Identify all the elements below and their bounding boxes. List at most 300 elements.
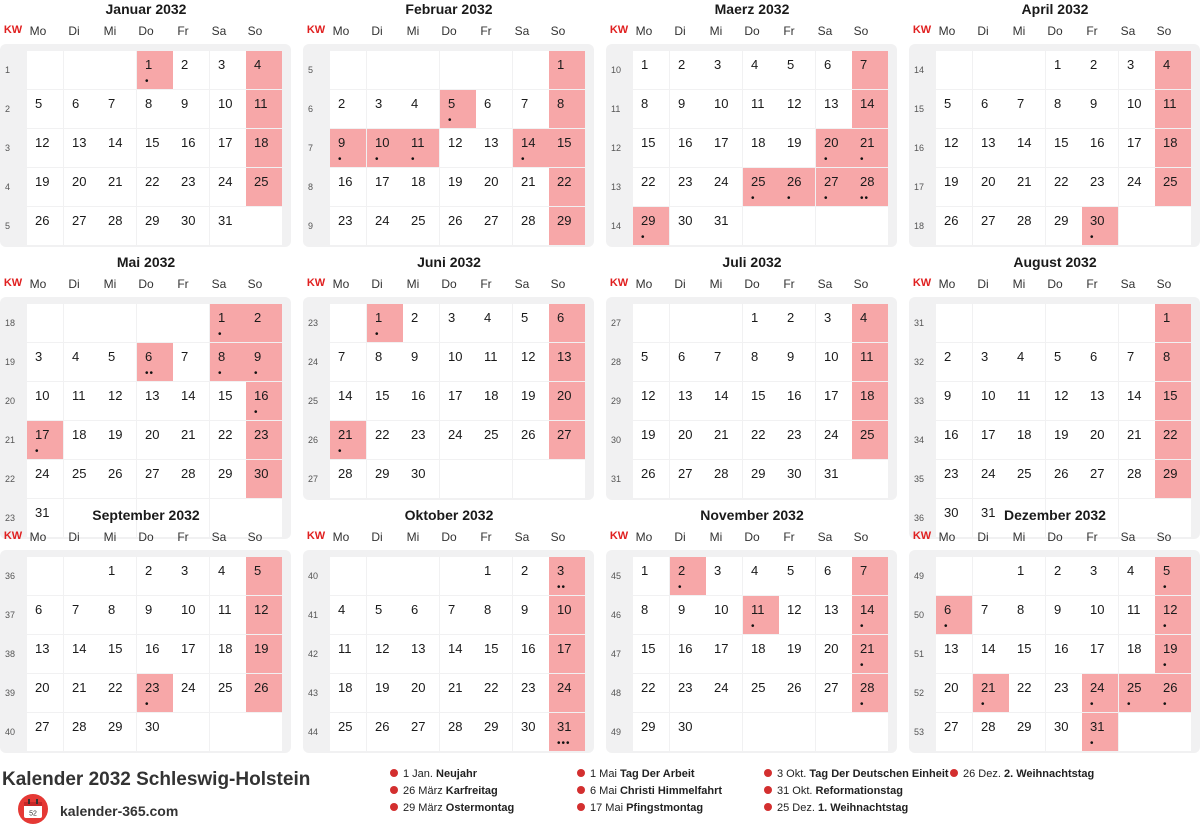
day-cell[interactable] <box>137 51 173 89</box>
day-cell[interactable] <box>137 421 173 459</box>
day-cell[interactable] <box>64 674 100 712</box>
day-cell[interactable] <box>973 207 1009 245</box>
day-cell[interactable] <box>1082 596 1118 634</box>
day-cell[interactable] <box>549 343 585 381</box>
day-cell[interactable] <box>173 557 209 595</box>
day-cell[interactable] <box>743 90 779 128</box>
day-cell[interactable] <box>173 674 209 712</box>
day-cell[interactable] <box>706 168 742 206</box>
day-cell[interactable] <box>816 635 852 673</box>
day-cell[interactable] <box>64 596 100 634</box>
day-cell[interactable] <box>64 382 100 420</box>
day-cell[interactable] <box>246 460 282 498</box>
day-cell[interactable] <box>816 343 852 381</box>
day-cell[interactable] <box>743 421 779 459</box>
day-cell[interactable] <box>1009 557 1045 595</box>
day-cell[interactable] <box>513 304 549 342</box>
day-cell[interactable] <box>403 674 439 712</box>
day-cell[interactable] <box>403 304 439 342</box>
day-cell[interactable] <box>670 90 706 128</box>
day-cell[interactable] <box>670 207 706 245</box>
day-cell[interactable] <box>513 674 549 712</box>
day-cell[interactable] <box>210 421 246 459</box>
day-cell[interactable] <box>27 674 63 712</box>
day-cell[interactable] <box>1046 207 1082 245</box>
day-cell[interactable] <box>1082 421 1118 459</box>
day-cell[interactable] <box>137 207 173 245</box>
day-cell[interactable] <box>513 635 549 673</box>
day-cell[interactable] <box>1082 557 1118 595</box>
day-cell[interactable] <box>816 51 852 89</box>
day-cell[interactable] <box>367 674 403 712</box>
day-cell[interactable] <box>173 90 209 128</box>
day-cell[interactable] <box>936 207 972 245</box>
day-cell[interactable] <box>1119 421 1155 459</box>
day-cell[interactable] <box>246 304 282 342</box>
day-cell[interactable] <box>706 596 742 634</box>
day-cell[interactable] <box>100 382 136 420</box>
day-cell[interactable] <box>973 168 1009 206</box>
day-cell[interactable] <box>743 382 779 420</box>
day-cell[interactable] <box>852 421 888 459</box>
day-cell[interactable] <box>936 343 972 381</box>
day-cell[interactable] <box>936 421 972 459</box>
day-cell[interactable] <box>973 635 1009 673</box>
day-cell[interactable] <box>210 304 246 342</box>
day-cell[interactable] <box>173 51 209 89</box>
day-cell[interactable] <box>403 343 439 381</box>
day-cell[interactable] <box>367 713 403 751</box>
day-cell[interactable] <box>1009 713 1045 751</box>
day-cell[interactable] <box>549 674 585 712</box>
day-cell[interactable] <box>1009 460 1045 498</box>
day-cell[interactable] <box>27 635 63 673</box>
day-cell[interactable] <box>1082 90 1118 128</box>
day-cell[interactable] <box>64 343 100 381</box>
day-cell[interactable] <box>1082 713 1118 751</box>
day-cell[interactable] <box>27 129 63 167</box>
day-cell[interactable] <box>1082 343 1118 381</box>
day-cell[interactable] <box>1046 674 1082 712</box>
day-cell[interactable] <box>403 129 439 167</box>
day-cell[interactable] <box>706 207 742 245</box>
day-cell[interactable] <box>64 421 100 459</box>
day-cell[interactable] <box>440 635 476 673</box>
day-cell[interactable] <box>549 635 585 673</box>
day-cell[interactable] <box>1155 557 1191 595</box>
day-cell[interactable] <box>210 382 246 420</box>
day-cell[interactable] <box>513 343 549 381</box>
day-cell[interactable] <box>476 129 512 167</box>
day-cell[interactable] <box>1046 51 1082 89</box>
day-cell[interactable] <box>1046 382 1082 420</box>
day-cell[interactable] <box>330 674 366 712</box>
day-cell[interactable] <box>367 304 403 342</box>
day-cell[interactable] <box>633 713 669 751</box>
day-cell[interactable] <box>549 557 585 595</box>
day-cell[interactable] <box>670 674 706 712</box>
day-cell[interactable] <box>670 382 706 420</box>
site-link[interactable]: kalender-365.com <box>60 803 179 819</box>
day-cell[interactable] <box>64 168 100 206</box>
day-cell[interactable] <box>1119 168 1155 206</box>
day-cell[interactable] <box>367 90 403 128</box>
day-cell[interactable] <box>1155 382 1191 420</box>
day-cell[interactable] <box>513 129 549 167</box>
day-cell[interactable] <box>706 129 742 167</box>
day-cell[interactable] <box>27 90 63 128</box>
day-cell[interactable] <box>440 129 476 167</box>
day-cell[interactable] <box>1082 129 1118 167</box>
day-cell[interactable] <box>403 460 439 498</box>
day-cell[interactable] <box>210 90 246 128</box>
day-cell[interactable] <box>936 129 972 167</box>
day-cell[interactable] <box>670 343 706 381</box>
day-cell[interactable] <box>367 460 403 498</box>
day-cell[interactable] <box>549 421 585 459</box>
day-cell[interactable] <box>246 343 282 381</box>
day-cell[interactable] <box>1046 557 1082 595</box>
day-cell[interactable] <box>1009 382 1045 420</box>
day-cell[interactable] <box>210 674 246 712</box>
day-cell[interactable] <box>100 129 136 167</box>
day-cell[interactable] <box>633 382 669 420</box>
day-cell[interactable] <box>1009 343 1045 381</box>
day-cell[interactable] <box>670 129 706 167</box>
day-cell[interactable] <box>440 713 476 751</box>
day-cell[interactable] <box>816 129 852 167</box>
day-cell[interactable] <box>64 635 100 673</box>
day-cell[interactable] <box>779 304 815 342</box>
day-cell[interactable] <box>1155 460 1191 498</box>
day-cell[interactable] <box>137 382 173 420</box>
day-cell[interactable] <box>100 460 136 498</box>
day-cell[interactable] <box>440 674 476 712</box>
day-cell[interactable] <box>706 635 742 673</box>
day-cell[interactable] <box>403 382 439 420</box>
day-cell[interactable] <box>513 168 549 206</box>
day-cell[interactable] <box>936 635 972 673</box>
day-cell[interactable] <box>173 129 209 167</box>
day-cell[interactable] <box>670 51 706 89</box>
day-cell[interactable] <box>367 129 403 167</box>
day-cell[interactable] <box>743 460 779 498</box>
day-cell[interactable] <box>852 674 888 712</box>
day-cell[interactable] <box>816 460 852 498</box>
day-cell[interactable] <box>1046 168 1082 206</box>
day-cell[interactable] <box>330 129 366 167</box>
day-cell[interactable] <box>1046 421 1082 459</box>
day-cell[interactable] <box>1046 343 1082 381</box>
day-cell[interactable] <box>476 421 512 459</box>
day-cell[interactable] <box>476 168 512 206</box>
day-cell[interactable] <box>137 168 173 206</box>
day-cell[interactable] <box>210 343 246 381</box>
day-cell[interactable] <box>1119 557 1155 595</box>
day-cell[interactable] <box>476 207 512 245</box>
day-cell[interactable] <box>403 90 439 128</box>
day-cell[interactable] <box>743 304 779 342</box>
day-cell[interactable] <box>1046 713 1082 751</box>
day-cell[interactable] <box>137 460 173 498</box>
day-cell[interactable] <box>440 421 476 459</box>
day-cell[interactable] <box>100 421 136 459</box>
day-cell[interactable] <box>403 713 439 751</box>
day-cell[interactable] <box>440 343 476 381</box>
day-cell[interactable] <box>173 635 209 673</box>
day-cell[interactable] <box>100 674 136 712</box>
day-cell[interactable] <box>743 343 779 381</box>
day-cell[interactable] <box>779 382 815 420</box>
day-cell[interactable] <box>706 421 742 459</box>
day-cell[interactable] <box>852 635 888 673</box>
day-cell[interactable] <box>64 460 100 498</box>
day-cell[interactable] <box>779 596 815 634</box>
day-cell[interactable] <box>936 90 972 128</box>
day-cell[interactable] <box>100 557 136 595</box>
day-cell[interactable] <box>330 635 366 673</box>
day-cell[interactable] <box>367 207 403 245</box>
day-cell[interactable] <box>1009 207 1045 245</box>
day-cell[interactable] <box>633 674 669 712</box>
day-cell[interactable] <box>816 90 852 128</box>
day-cell[interactable] <box>367 596 403 634</box>
day-cell[interactable] <box>816 557 852 595</box>
day-cell[interactable] <box>633 421 669 459</box>
day-cell[interactable] <box>403 596 439 634</box>
day-cell[interactable] <box>27 207 63 245</box>
day-cell[interactable] <box>936 596 972 634</box>
day-cell[interactable] <box>1046 460 1082 498</box>
day-cell[interactable] <box>1046 596 1082 634</box>
day-cell[interactable] <box>852 304 888 342</box>
day-cell[interactable] <box>1009 168 1045 206</box>
day-cell[interactable] <box>549 382 585 420</box>
day-cell[interactable] <box>973 129 1009 167</box>
day-cell[interactable] <box>936 674 972 712</box>
day-cell[interactable] <box>246 129 282 167</box>
day-cell[interactable] <box>633 557 669 595</box>
day-cell[interactable] <box>476 382 512 420</box>
day-cell[interactable] <box>330 382 366 420</box>
day-cell[interactable] <box>852 596 888 634</box>
day-cell[interactable] <box>210 168 246 206</box>
day-cell[interactable] <box>330 207 366 245</box>
day-cell[interactable] <box>1155 90 1191 128</box>
day-cell[interactable] <box>779 168 815 206</box>
day-cell[interactable] <box>973 343 1009 381</box>
day-cell[interactable] <box>27 168 63 206</box>
day-cell[interactable] <box>936 382 972 420</box>
day-cell[interactable] <box>670 713 706 751</box>
day-cell[interactable] <box>1082 635 1118 673</box>
day-cell[interactable] <box>549 168 585 206</box>
day-cell[interactable] <box>476 304 512 342</box>
day-cell[interactable] <box>779 129 815 167</box>
day-cell[interactable] <box>137 557 173 595</box>
day-cell[interactable] <box>816 304 852 342</box>
day-cell[interactable] <box>1119 460 1155 498</box>
day-cell[interactable] <box>852 51 888 89</box>
day-cell[interactable] <box>779 421 815 459</box>
day-cell[interactable] <box>1155 421 1191 459</box>
day-cell[interactable] <box>246 90 282 128</box>
day-cell[interactable] <box>137 674 173 712</box>
day-cell[interactable] <box>1082 168 1118 206</box>
day-cell[interactable] <box>816 382 852 420</box>
day-cell[interactable] <box>137 343 173 381</box>
day-cell[interactable] <box>1119 343 1155 381</box>
day-cell[interactable] <box>706 90 742 128</box>
day-cell[interactable] <box>633 460 669 498</box>
day-cell[interactable] <box>549 51 585 89</box>
day-cell[interactable] <box>779 343 815 381</box>
day-cell[interactable] <box>633 635 669 673</box>
day-cell[interactable] <box>367 382 403 420</box>
day-cell[interactable] <box>706 460 742 498</box>
day-cell[interactable] <box>330 90 366 128</box>
day-cell[interactable] <box>100 596 136 634</box>
day-cell[interactable] <box>330 460 366 498</box>
day-cell[interactable] <box>973 460 1009 498</box>
day-cell[interactable] <box>64 90 100 128</box>
day-cell[interactable] <box>633 51 669 89</box>
day-cell[interactable] <box>403 635 439 673</box>
day-cell[interactable] <box>706 674 742 712</box>
day-cell[interactable] <box>64 713 100 751</box>
day-cell[interactable] <box>513 90 549 128</box>
day-cell[interactable] <box>330 713 366 751</box>
day-cell[interactable] <box>1082 674 1118 712</box>
day-cell[interactable] <box>513 382 549 420</box>
day-cell[interactable] <box>779 557 815 595</box>
day-cell[interactable] <box>476 635 512 673</box>
day-cell[interactable] <box>633 168 669 206</box>
day-cell[interactable] <box>1082 382 1118 420</box>
day-cell[interactable] <box>27 596 63 634</box>
day-cell[interactable] <box>779 635 815 673</box>
day-cell[interactable] <box>1082 460 1118 498</box>
day-cell[interactable] <box>403 207 439 245</box>
day-cell[interactable] <box>1046 129 1082 167</box>
day-cell[interactable] <box>27 382 63 420</box>
day-cell[interactable] <box>100 713 136 751</box>
day-cell[interactable] <box>367 168 403 206</box>
day-cell[interactable] <box>779 90 815 128</box>
day-cell[interactable] <box>633 343 669 381</box>
day-cell[interactable] <box>973 674 1009 712</box>
day-cell[interactable] <box>210 596 246 634</box>
day-cell[interactable] <box>816 596 852 634</box>
day-cell[interactable] <box>64 129 100 167</box>
day-cell[interactable] <box>549 207 585 245</box>
day-cell[interactable] <box>367 343 403 381</box>
day-cell[interactable] <box>1046 635 1082 673</box>
day-cell[interactable] <box>852 343 888 381</box>
day-cell[interactable] <box>64 207 100 245</box>
day-cell[interactable] <box>330 596 366 634</box>
day-cell[interactable] <box>816 168 852 206</box>
day-cell[interactable] <box>367 421 403 459</box>
day-cell[interactable] <box>440 168 476 206</box>
day-cell[interactable] <box>936 713 972 751</box>
day-cell[interactable] <box>513 713 549 751</box>
day-cell[interactable] <box>1082 51 1118 89</box>
day-cell[interactable] <box>670 421 706 459</box>
day-cell[interactable] <box>1009 90 1045 128</box>
day-cell[interactable] <box>1119 596 1155 634</box>
day-cell[interactable] <box>440 207 476 245</box>
day-cell[interactable] <box>1009 596 1045 634</box>
day-cell[interactable] <box>779 460 815 498</box>
day-cell[interactable] <box>779 51 815 89</box>
day-cell[interactable] <box>403 168 439 206</box>
day-cell[interactable] <box>670 596 706 634</box>
day-cell[interactable] <box>1119 129 1155 167</box>
day-cell[interactable] <box>173 168 209 206</box>
day-cell[interactable] <box>936 460 972 498</box>
day-cell[interactable] <box>476 90 512 128</box>
day-cell[interactable] <box>513 207 549 245</box>
day-cell[interactable] <box>973 713 1009 751</box>
day-cell[interactable] <box>246 51 282 89</box>
day-cell[interactable] <box>1155 674 1191 712</box>
day-cell[interactable] <box>330 343 366 381</box>
day-cell[interactable] <box>706 343 742 381</box>
day-cell[interactable] <box>670 168 706 206</box>
day-cell[interactable] <box>743 635 779 673</box>
day-cell[interactable] <box>1009 129 1045 167</box>
day-cell[interactable] <box>440 596 476 634</box>
day-cell[interactable] <box>210 207 246 245</box>
day-cell[interactable] <box>549 129 585 167</box>
day-cell[interactable] <box>852 90 888 128</box>
day-cell[interactable] <box>1155 635 1191 673</box>
day-cell[interactable] <box>330 421 366 459</box>
day-cell[interactable] <box>246 674 282 712</box>
day-cell[interactable] <box>210 635 246 673</box>
day-cell[interactable] <box>549 304 585 342</box>
day-cell[interactable] <box>1119 51 1155 89</box>
day-cell[interactable] <box>100 207 136 245</box>
day-cell[interactable] <box>1155 343 1191 381</box>
day-cell[interactable] <box>246 557 282 595</box>
day-cell[interactable] <box>210 557 246 595</box>
day-cell[interactable] <box>1155 596 1191 634</box>
day-cell[interactable] <box>816 674 852 712</box>
day-cell[interactable] <box>476 596 512 634</box>
day-cell[interactable] <box>1155 304 1191 342</box>
day-cell[interactable] <box>246 382 282 420</box>
day-cell[interactable] <box>173 596 209 634</box>
day-cell[interactable] <box>743 596 779 634</box>
day-cell[interactable] <box>852 168 888 206</box>
day-cell[interactable] <box>670 635 706 673</box>
day-cell[interactable] <box>330 168 366 206</box>
day-cell[interactable] <box>27 460 63 498</box>
day-cell[interactable] <box>246 168 282 206</box>
day-cell[interactable] <box>973 90 1009 128</box>
day-cell[interactable] <box>1119 635 1155 673</box>
day-cell[interactable] <box>137 596 173 634</box>
day-cell[interactable] <box>816 421 852 459</box>
day-cell[interactable] <box>173 343 209 381</box>
day-cell[interactable] <box>246 596 282 634</box>
day-cell[interactable] <box>173 207 209 245</box>
day-cell[interactable] <box>100 343 136 381</box>
day-cell[interactable] <box>246 635 282 673</box>
day-cell[interactable] <box>476 674 512 712</box>
